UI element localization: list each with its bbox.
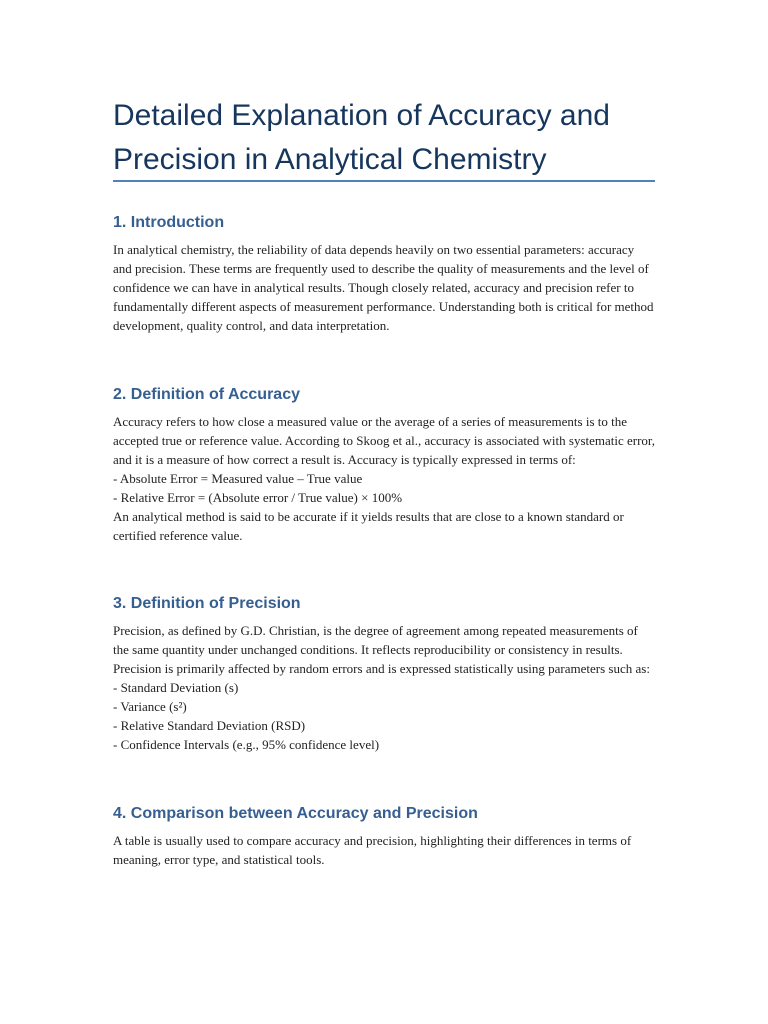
paragraph: Precision, as defined by G.D. Christian, is the degree of agreement among repeated measurements of the same quantity under unchanged conditions. It reflects reproducibility or consistency in results. Precision is primarily affected by random errors and is expressed statistically using parameters such as:	[113, 623, 650, 676]
list-item: - Confidence Intervals (e.g., 95% confidence level)	[113, 737, 380, 752]
document-title: Detailed Explanation of Accuracy and Precision in Analytical Chemistry	[113, 99, 610, 176]
list-item: - Relative Error = (Absolute error / True value) × 100%	[113, 490, 403, 505]
list-item: - Standard Deviation (s)	[113, 680, 239, 695]
list-item: - Relative Standard Deviation (RSD)	[113, 718, 306, 733]
section-heading: 2. Definition of Accuracy	[113, 386, 300, 403]
section-comparison	[113, 803, 655, 869]
paragraph: An analytical method is said to be accurate if it yields results that are close to a known standard or certified reference value.	[113, 509, 624, 543]
paragraph: A table is usually used to compare accuracy and precision, highlighting their differences in terms of meaning, error type, and statistical tools.	[113, 833, 632, 867]
paragraph: In analytical chemistry, the reliability of data depends heavily on two essential parameters: accuracy and precision. These terms are frequently used to describe the quality of measurements and the level of confidence we can have in analytical results. Though closely related, accuracy and precision refer to fundamentally different aspects of measurement performance. Understanding both is critical for method development, quality control, and data interpretation.	[113, 242, 654, 333]
section-precision	[113, 593, 655, 754]
section-heading: 4. Comparison between Accuracy and Precision	[113, 805, 478, 822]
section-accuracy	[113, 384, 655, 545]
section-heading: 1. Introduction	[113, 214, 225, 231]
list-item: - Variance (s²)	[113, 699, 187, 714]
paragraph: Accuracy refers to how close a measured value or the average of a series of measurements is to the accepted true or reference value. According to Skoog et al., accuracy is associated with systematic error, and it is a measure of how correct a result is. Accuracy is typically expressed in terms of:	[113, 414, 655, 467]
title-underline	[113, 180, 655, 182]
section-introduction	[113, 212, 655, 335]
section-heading: 3. Definition of Precision	[113, 595, 301, 612]
list-item: - Absolute Error = Measured value – True value	[113, 471, 363, 486]
